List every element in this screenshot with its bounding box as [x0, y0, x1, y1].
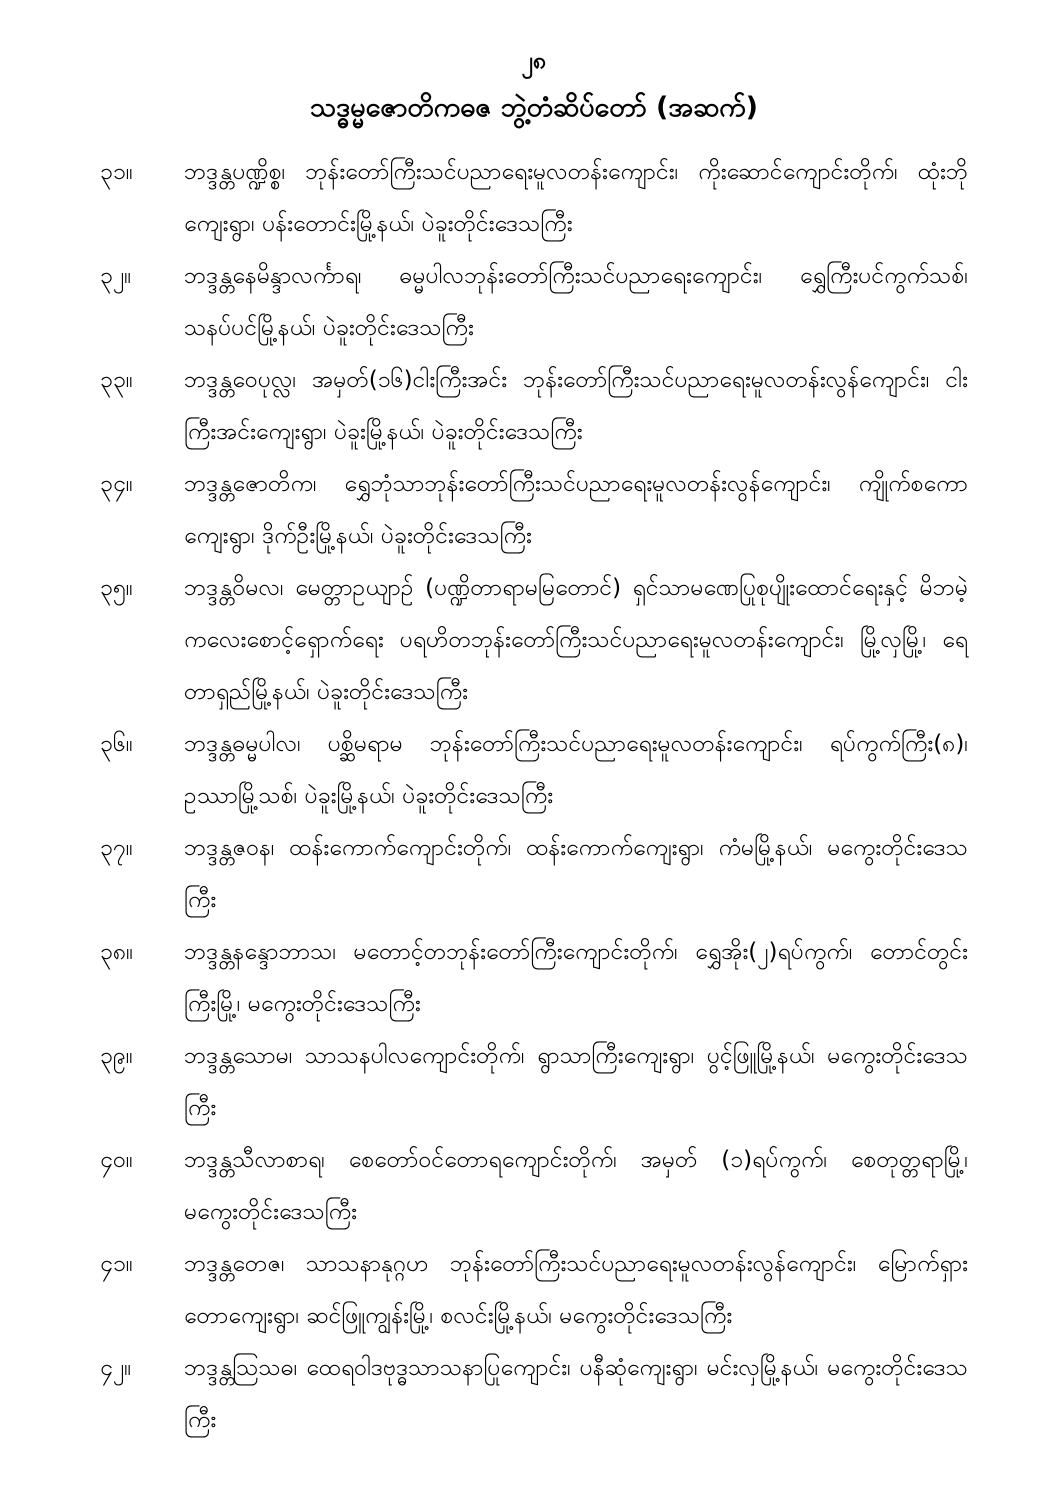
item-text: ဘဒ္ဒန္တသီလာစာရ၊ စေတော်ဝင်တောရကျောင်းတိုက်၊ အမှတ် (၁)ရပ်ကွက်၊ စေတုတ္တရာမြို့၊ မကွေးတိုင်းဒေသကြီး [184, 1147, 968, 1225]
item-text: ဘဒ္ဒန္တနေမိန္ဒာလင်္ကာရ၊ ဓမ္မပါလဘုန်းတော်ကြီးသင်ပညာရေးကျောင်း၊ ရွှေကြီးပင်ကွက်သစ်၊ သနပ်ပင်မြို့နယ်၊ ပဲခူးတိုင်းဒေသကြီး [184, 263, 968, 341]
item-text: ဘဒ္ဒန္တဓမ္မပါလ၊ ပစ္ဆိမရာမ ဘုန်းတော်ကြီးသင်ပညာရေးမူလတန်းကျောင်း၊ ရပ်ကွက်ကြီး(၈)၊ ဥဿာမြို့သစ်၊ ပဲခူးမြို့နယ်၊ ပဲခူးတိုင်းဒေသကြီး [184, 731, 968, 809]
item-text: ဘဒ္ဒန္တပဏ္ဍိစ္စ၊ ဘုန်းတော်ကြီးသင်ပညာရေးမူလတန်းကျောင်း၊ ကိုးဆောင်ကျောင်းတိုက်၊ ထုံးဘိုကျေးရွာ၊ ပန်းတောင်းမြို့နယ်၊ ပဲခူးတိုင်းဒေသကြီး [184, 159, 968, 237]
item-text: ဘဒ္ဒန္တနန္ဒောဘာသ၊ မတောင့်တဘုန်းတော်ကြီးကျောင်းတိုက်၊ ရွှေအိုး(၂)ရပ်ကွက်၊ တောင်တွင်းကြီးမြို့၊ မကွေးတိုင်းဒေသကြီး [184, 939, 968, 1017]
list-item [100, 146, 968, 250]
list-item [100, 354, 968, 458]
list-item [100, 562, 968, 718]
item-text: ဘဒ္ဒန္တဩသဓ၊ ထေရဝါဒဗုဒ္ဓသာသနာပြုကျောင်း၊ ပနီဆုံကျေးရွာ၊ မင်းလှမြို့နယ်၊ မကွေးတိုင်းဒေသကြီး [184, 1355, 968, 1433]
item-text: ဘဒ္ဒန္တဇောတိက၊ ရွှေဘုံသာဘုန်းတော်ကြီးသင်ပညာရေးမူလတန်းလွန်ကျောင်း၊ ကျိုက်စကောကျေးရွာ၊ ဒိုက်ဦးမြို့နယ်၊ ပဲခူးတိုင်းဒေသကြီး [184, 471, 968, 549]
list-item [100, 1342, 968, 1446]
list-item [100, 1134, 968, 1238]
item-number: ၃၁။ [100, 159, 133, 185]
item-number: ၃၃။ [100, 367, 133, 393]
item-number: ၃၉။ [100, 1043, 133, 1069]
item-text: ဘဒ္ဒန္တသောမ၊ သာသနပါလကျောင်းတိုက်၊ ရွာသာကြီးကျေးရွာ၊ ပွင့်ဖြူမြို့နယ်၊ မကွေးတိုင်းဒေသကြီး [184, 1043, 968, 1121]
item-number: ၄၁။ [100, 1251, 133, 1277]
item-number: ၃၄။ [100, 471, 133, 497]
item-text: ဘဒ္ဒန္တဇဝန၊ ထန်းကောက်ကျောင်းတိုက်၊ ထန်းကောက်ကျေးရွာ၊ ကံမမြို့နယ်၊ မကွေးတိုင်းဒေသကြီး [184, 835, 968, 913]
item-number: ၃၈။ [100, 939, 134, 965]
list-item [100, 1030, 968, 1134]
list-item [100, 822, 968, 926]
item-number: ၃၅။ [100, 575, 133, 601]
item-text: ဘဒ္ဒန္တဝေပုလ္လ၊ အမှတ်(၁၆)ငါးကြီးအင်း ဘုန်းတော်ကြီးသင်ပညာရေးမူလတန်းလွန်ကျောင်း၊ ငါးကြီးအင်းကျေးရွာ၊ ပဲခူးမြို့နယ်၊ ပဲခူးတိုင်းဒေသကြီး [184, 367, 968, 445]
list-item [100, 250, 968, 354]
list-item [100, 718, 968, 822]
list-item [100, 926, 968, 1030]
item-number: ၃၂။ [100, 263, 132, 289]
document-title: သဒ္ဓမ္မဇောတိကဓဇ ဘွဲ့တံဆိပ်တော် (အဆက်) [309, 92, 758, 123]
list-item [100, 1238, 968, 1342]
item-text: ဘဒ္ဒန္တဝိမလ၊ မေတ္တာဥယျာဉ် (ပဏ္ဍိတာရာမမြတောင်) ရှင်သာမဏေပြုစုပျိုးထောင်ရေးနှင့် မိဘမဲ့ကလေးစောင့်ရှောက်ရေး ပရဟိတဘုန်းတော်ကြီးသင်ပညာရေးမူလတန်းကျောင်း၊ မြို့လှမြို့၊ ရေတာရှည်မြို့နယ်၊ ပဲခူးတိုင်းဒေသကြီး [184, 575, 968, 705]
item-number: ၃၆။ [100, 731, 133, 757]
honor-list [100, 146, 968, 1446]
item-number: ၄၂။ [100, 1355, 132, 1381]
item-text: ဘဒ္ဒန္တတေဇ၊ သာသနာနုဂ္ဂဟ ဘုန်းတော်ကြီးသင်ပညာရေးမူလတန်းလွန်ကျောင်း၊ မြောက်ရှားတောကျေးရွာ၊ ဆင်ဖြူကျွန်းမြို့၊ စလင်းမြို့နယ်၊ မကွေးတိုင်းဒေသကြီး [184, 1251, 968, 1329]
page-number: ၂၈ [521, 48, 547, 74]
item-number: ၄၀။ [100, 1147, 133, 1173]
list-item [100, 458, 968, 562]
item-number: ၃၇။ [100, 835, 133, 861]
